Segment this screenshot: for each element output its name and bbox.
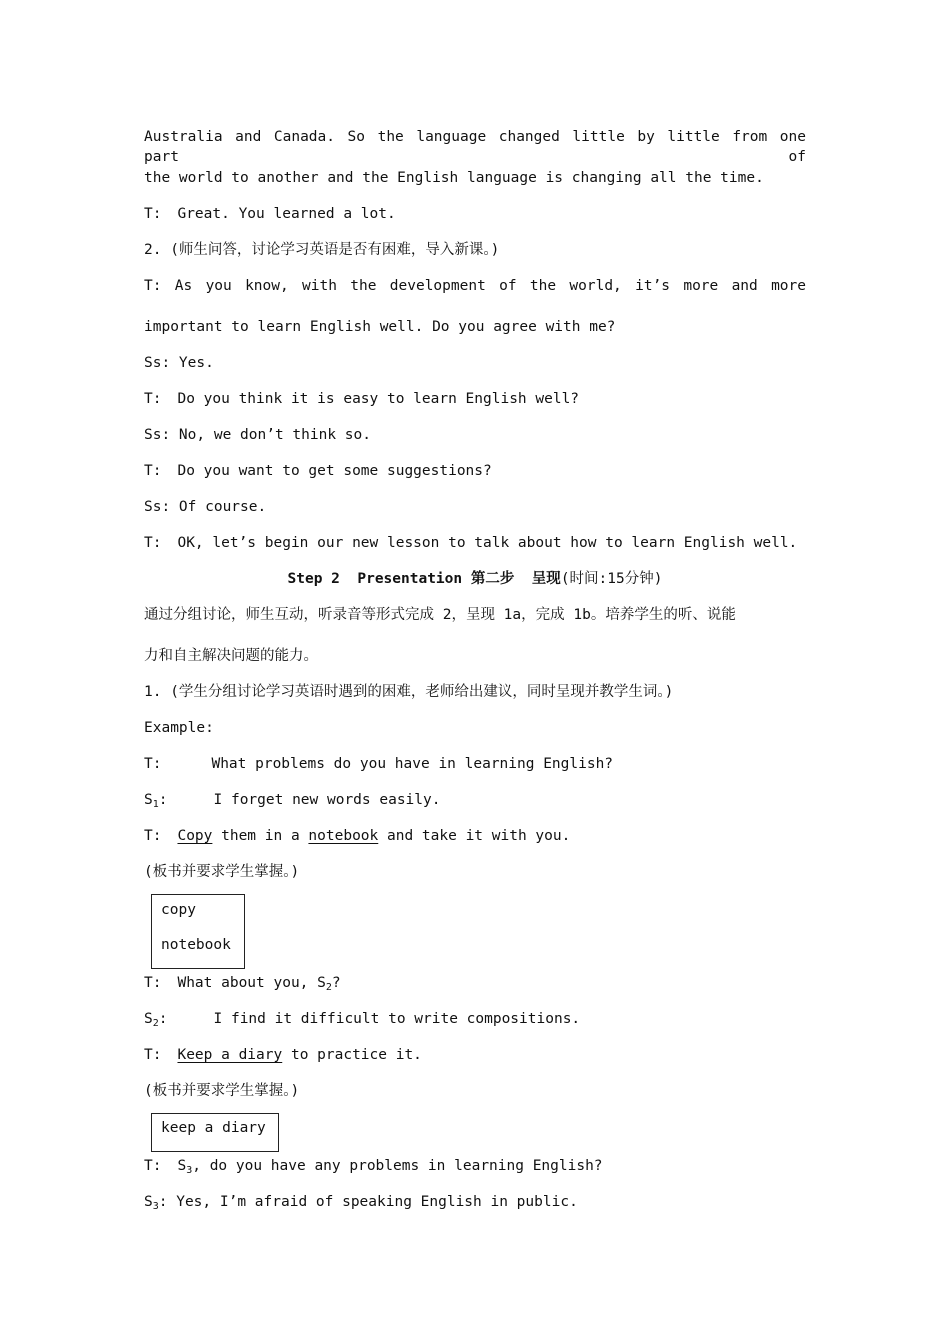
text-line: 通过分组讨论，师生互动，听录音等形式完成 2，呈现 1a，完成 1b。培养学生的听、说能 <box>144 607 736 623</box>
dialogue-text: $S_3$, do you have any problems in learning English? <box>177 1158 603 1176</box>
vocab-word: notebook <box>161 937 231 953</box>
dialogue-text: Great. You learned a lot. <box>177 206 396 222</box>
dialogue-text: What problems do you have in learning English? <box>211 756 614 772</box>
dialogue-line <box>144 754 613 774</box>
dialogue-text: Do you think it is easy to learn English well? <box>177 391 580 407</box>
dialogue-line <box>144 276 806 296</box>
speaker-label: $S_2$: <box>144 1011 168 1029</box>
vocab-word: copy <box>161 902 196 918</box>
speaker-label: T: <box>144 828 162 844</box>
dialogue-text: I find it difficult to write compositions. <box>213 1011 581 1027</box>
dialogue-line: T: Keep a diary to practice it. <box>144 1047 422 1063</box>
section-note: 1. (学生分组讨论学习英语时遇到的困难，老师给出建议，同时呈现并教学生词。) <box>144 684 674 700</box>
dialogue-text: As you know, with the development of the world, it’s more and more <box>174 278 806 294</box>
dialogue-line: Ss: Of course. <box>144 499 267 515</box>
dialogue-line <box>144 1009 580 1034</box>
dialogue-text: What about you, $S_2$? <box>177 975 341 993</box>
dialogue-line: T: Copy them in a notebook and take it with you. <box>144 828 571 844</box>
text-line: important to learn English well. Do you agree with me? <box>144 319 616 335</box>
section-note: (板书并要求学生掌握。) <box>144 1083 300 1099</box>
vocab-word-copy: Copy <box>177 828 213 844</box>
dialogue-line <box>144 790 440 815</box>
speaker-label: T: <box>144 1047 162 1063</box>
dialogue-line <box>144 204 396 224</box>
speaker-label: $S_3$ <box>144 1194 159 1212</box>
dialogue-line <box>144 1156 603 1181</box>
dialogue-line: Ss: No, we don’t think so. <box>144 427 371 443</box>
dialogue-line <box>144 1192 578 1217</box>
dialogue-line <box>144 389 579 409</box>
step-heading <box>0 569 950 589</box>
speaker-label: T: <box>144 535 162 551</box>
dialogue-line: Ss: Yes. <box>144 355 214 371</box>
dialogue-line <box>144 533 797 553</box>
speaker-label: T: <box>144 278 162 294</box>
vocab-word: keep a diary <box>161 1120 266 1136</box>
text-line: 力和自主解决问题的能力。 <box>144 648 318 664</box>
speaker-label: T: <box>144 756 162 772</box>
text-line: Example: <box>144 720 214 736</box>
vocab-phrase-keep-a-diary: Keep a diary <box>177 1047 283 1063</box>
text-line: Australia and Canada. So the language changed little by little from one part of <box>144 129 806 165</box>
dialogue-text: I forget new words easily. <box>213 792 441 808</box>
blackboard-box <box>151 1113 279 1152</box>
speaker-label: T: <box>144 463 162 479</box>
text-line: the world to another and the English language is changing all the time. <box>144 170 764 186</box>
section-note: (板书并要求学生掌握。) <box>144 864 300 880</box>
speaker-label: T: <box>144 206 162 222</box>
speaker-label: $S_1$: <box>144 792 168 810</box>
speaker-label: T: <box>144 975 162 991</box>
speaker-label: T: <box>144 1158 162 1174</box>
dialogue-text: Do you want to get some suggestions? <box>177 463 492 479</box>
speaker-label: T: <box>144 391 162 407</box>
vocab-word-notebook: notebook <box>308 828 379 844</box>
dialogue-line <box>144 461 492 481</box>
dialogue-line <box>144 973 341 998</box>
dialogue-text: OK, let’s begin our new lesson to talk about how to learn English well. <box>177 535 798 551</box>
step-title: Step 2 Presentation 第二步 呈现 <box>287 571 561 587</box>
step-time: (时间:15分钟) <box>560 571 663 587</box>
dialogue-text: : Yes, I’m afraid of speaking English in public. <box>158 1194 578 1210</box>
section-note: 2. (师生问答，讨论学习英语是否有困难，导入新课。) <box>144 242 500 258</box>
blackboard-box <box>151 894 245 969</box>
